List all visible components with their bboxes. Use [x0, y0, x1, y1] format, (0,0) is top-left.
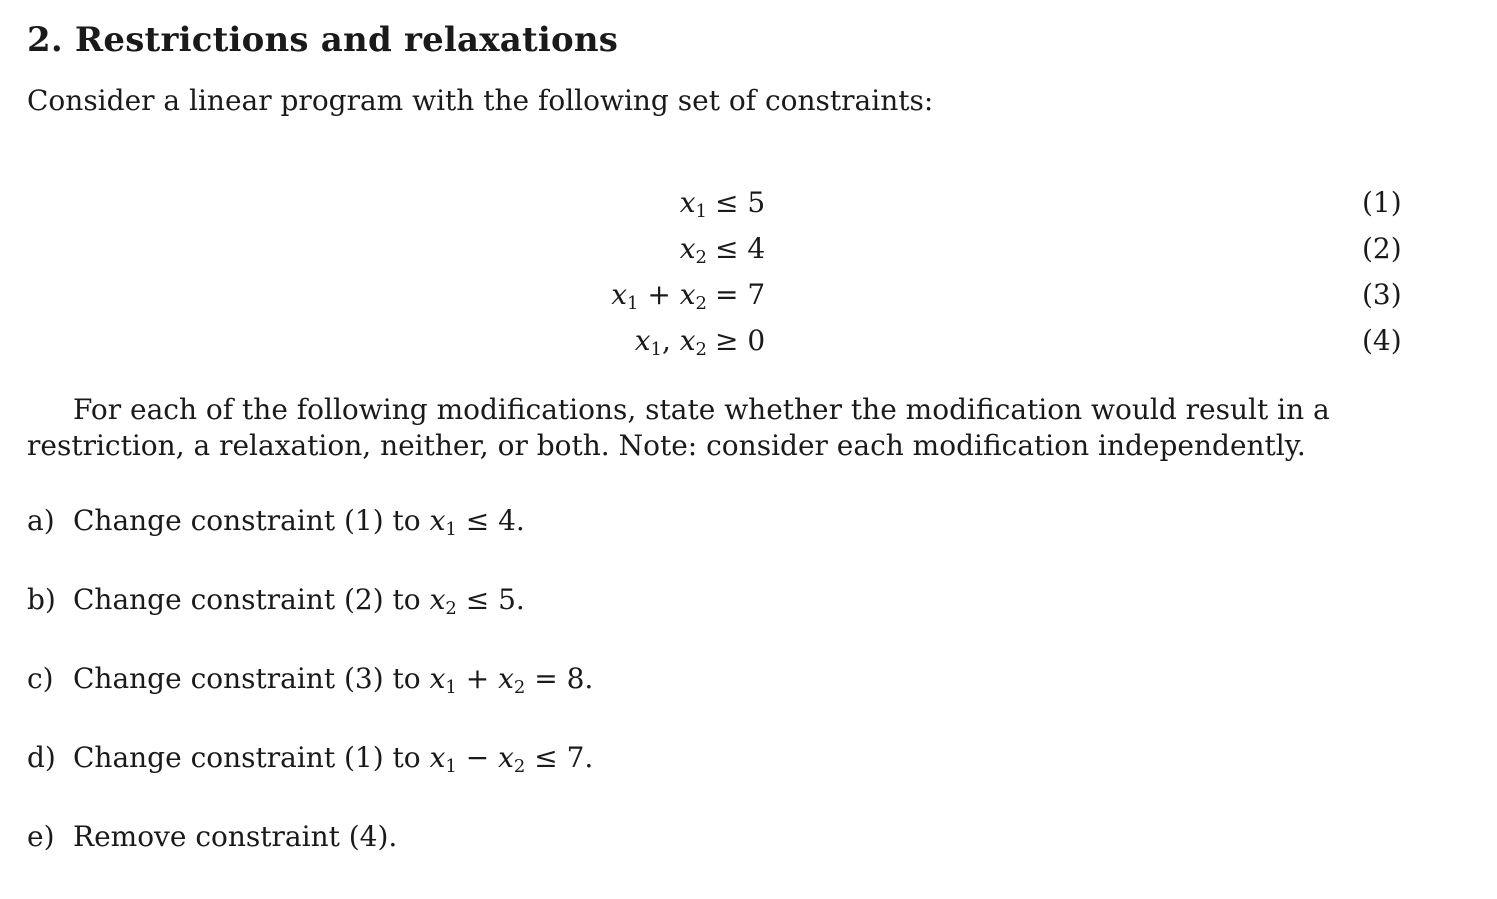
section-heading: 2. Restrictions and relaxations: [27, 20, 619, 60]
list-item: [27, 820, 593, 899]
constraint-lhs: $x_1 + x_2$: [611, 278, 707, 314]
modification-list: [27, 504, 593, 899]
constraint-lhs: $x_1$, $x_2$: [634, 324, 707, 360]
constraint-lhs: $x_1$: [679, 186, 707, 222]
constraint-row: [0, 228, 1497, 274]
constraint-relation: ≥ 0: [715, 324, 766, 357]
constraint-row: [0, 182, 1497, 228]
item-text: Change constraint (2) to: [73, 583, 430, 616]
item-letter: b): [27, 583, 56, 616]
item-text: Change constraint (3) to: [73, 662, 430, 695]
constraint-lhs: $x_2$: [679, 232, 707, 268]
list-item: c) Change constraint (3) to $x_1 + x_2 = 8$.: [27, 662, 594, 698]
item-text: Change constraint (1) to: [73, 741, 430, 774]
item-letter: e): [27, 820, 55, 853]
list-item: d) Change constraint (1) to $x_1 - x_2 \le 7$.: [27, 741, 594, 777]
item-text: Change constraint (1) to: [73, 504, 430, 537]
instructions-paragraph: For each of the following modifications, state whether the modification would result in a restriction, a relaxation, neither, or both. Note: consider each modification independently.: [27, 393, 1330, 462]
list-item: a) Change constraint (1) to $x_1 \le 4$.: [27, 504, 525, 540]
constraint-relation: ≤ 5: [715, 186, 766, 219]
item-letter: c): [27, 662, 54, 695]
constraint-relation: = 7: [715, 278, 766, 311]
item-letter: a): [27, 504, 55, 537]
constraint-row: [0, 320, 1497, 366]
item-text: Remove constraint (4).: [73, 820, 398, 853]
equation-number: (1): [1362, 186, 1402, 219]
item-letter: d): [27, 741, 56, 774]
list-item: b) Change constraint (2) to $x_2 \le 5$.: [27, 583, 525, 619]
constraint-row: [0, 274, 1497, 320]
equation-number: (2): [1362, 232, 1402, 265]
constraint-list: [0, 182, 1497, 366]
intro-text: Consider a linear program with the following set of constraints:: [27, 84, 934, 117]
constraint-relation: ≤ 4: [715, 232, 766, 265]
equation-number: (4): [1362, 324, 1402, 357]
equation-number: (3): [1362, 278, 1402, 311]
